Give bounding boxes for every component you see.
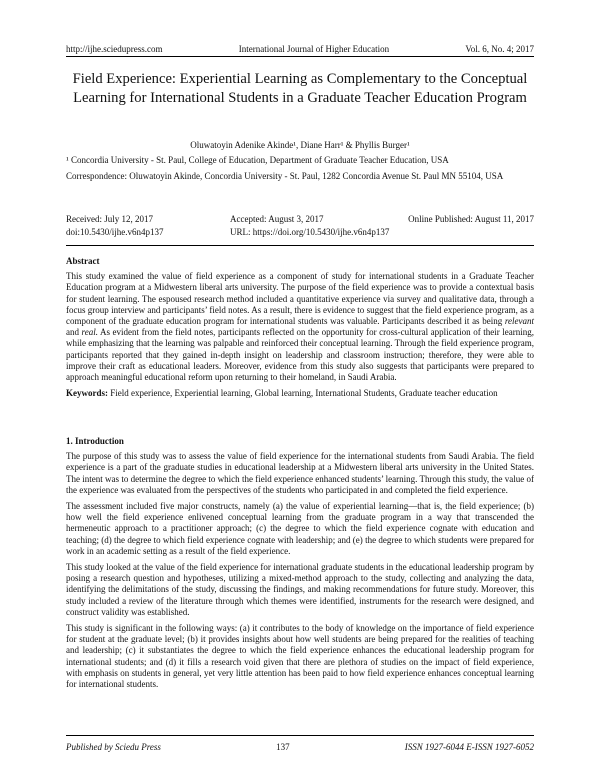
abstract-emphasis-relevant: relevant <box>504 316 534 327</box>
doi-url[interactable]: URL: https://doi.org/10.5430/ijhe.v6n4p137 <box>230 227 390 237</box>
abstract-section <box>66 256 534 404</box>
journal-name: International Journal of Higher Education <box>238 44 390 54</box>
introduction-heading: 1. Introduction <box>66 436 124 446</box>
affiliation: ¹ Concordia University - St. Paul, College of Education, Department of Graduate Teacher Education, USA <box>66 155 449 165</box>
introduction-section <box>66 436 534 695</box>
keywords <box>66 388 534 399</box>
correspondence: Correspondence: Oluwatoyin Akinde, Concordia University - St. Paul, 1282 Concordia Avenue St. Paul MN 55104, USA <box>66 171 504 181</box>
running-header <box>66 44 534 54</box>
volume-info: Vol. 6, No. 4; 2017 <box>465 44 534 54</box>
keywords-text: Field experience, Experiential learning, Global learning, International Students, Graduate teacher education <box>108 388 498 399</box>
abstract-text: This study examined the value of field experience as a component of study for international students in a Graduate Teacher Education program at a Midwestern liberal arts university. The purpose of the field experience was to provide a contextual basis for student learning. The espoused research method included a quantitative experience via survey and qualitative data, through a focus group interview and participants’ field notes. As a result, there is evidence to suggest that the field experience program, as a component of the graduate education program for international students was valuable. Participants described it as being relevant and real. As evident from the field notes, participants reflected on the opportunity for cross-cultural application of their learning, while emphasizing that the learning was palpable and reinforced their conceptual learning. Through the field experience program, participants reported that they gained in-depth insight on leadership and classroom instruction; therefore, they were able to improve their craft as educational leaders. Moreover, evidence from this study also suggests that participants were prepared to approach meaningful educational reform upon returning to their homeland, in Saudi Arabia. <box>66 271 534 383</box>
publisher: Published by Sciedu Press <box>66 742 161 752</box>
paper-title: Field Experience: Experiential Learning as Complementary to the Conceptual Learning for International Students in a Graduate Teacher Education Program <box>72 71 528 106</box>
abstract-heading: Abstract <box>66 256 100 266</box>
running-footer <box>66 742 534 752</box>
header-divider <box>66 56 534 57</box>
publication-dates <box>66 213 534 239</box>
issn: ISSN 1927-6044 E-ISSN 1927-6052 <box>404 742 534 752</box>
author-list: Oluwatoyin Adenike Akinde¹, Diane Harr¹ & Phyllis Burger¹ <box>190 140 410 150</box>
intro-paragraph-3: This study looked at the value of the field experience for international graduate students in the educational leadership program by posing a research question and hypotheses, utilizing a mixed-method approach to the study, collecting and analyzing the data, identifying the delimitations of the study, discussing the findings, and making recommendations for future study. Moreover, this study included a review of the literature through which themes were identified, instruments for the research were designed, and construct validity was established. <box>66 562 534 617</box>
doi: doi:10.5430/ijhe.v6n4p137 <box>66 227 164 237</box>
accepted-date: Accepted: August 3, 2017 <box>230 214 324 224</box>
footer-divider <box>66 735 534 736</box>
keywords-label: Keywords: <box>66 388 108 399</box>
published-date: Online Published: August 11, 2017 <box>408 214 534 224</box>
intro-paragraph-2: The assessment included five major constructs, namely (a) the value of experiential learning—that is, the field experience; (b) how well the field experience enlivened conceptual learning from the graduate program in a way that transcended the hermeneutic approach to a practitioner approach; (c) the degree to which the field experience cognate with education and teaching; (d) the degree to which field experience cognate with leadership; and (e) the degree to which students were prepared for work in an academic setting as a result of the field experience. <box>66 501 534 556</box>
page-number: 137 <box>276 742 290 752</box>
journal-url[interactable]: http://ijhe.sciedupress.com <box>66 44 163 54</box>
dates-divider <box>66 245 534 246</box>
intro-paragraph-4: This study is significant in the following ways: (a) it contributes to the body of knowledge on the importance of field experience for student at the graduate level; (b) it provides insights about how well students are being prepared for the realities of teaching and leadership; (c) it substantiates the degree to which the field experience enhances the educational leadership program for international students; and (d) it fills a research void given that there are plethora of studies on the impact of field experience, with emphasis on students in general, yet very little attention has been paid to how field experience enhances conceptual learning for international students. <box>66 623 534 690</box>
abstract-emphasis-real: real. <box>81 327 98 338</box>
received-date: Received: July 12, 2017 <box>66 214 153 224</box>
intro-paragraph-1: The purpose of this study was to assess the value of field experience for the international students from Saudi Arabia. The field experience is a part of the graduate studies in educational leadership at a Midwestern liberal arts university in the United States. The intent was to determine the degree to which the field experience enhanced students’ learning. Through this study, the value of the experience was evaluated from the perspectives of the students who participated in and completed the field experience. <box>66 451 534 495</box>
